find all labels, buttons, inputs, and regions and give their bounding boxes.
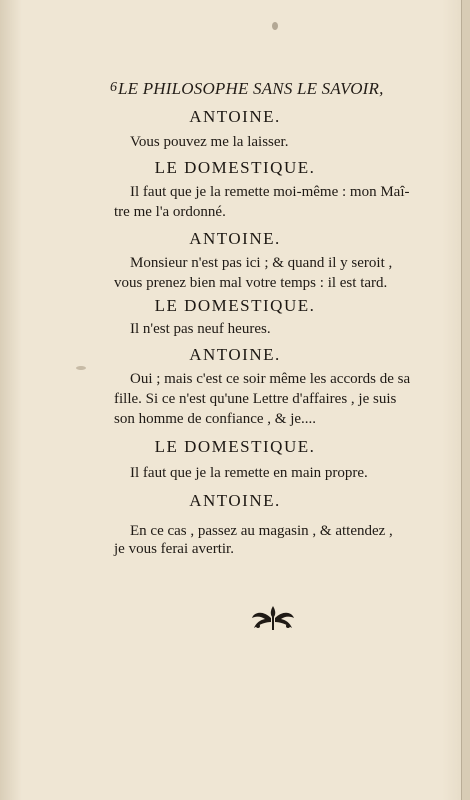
dialogue-line: Il n'est pas neuf heures. [130,321,271,337]
dialogue-line: Vous pouvez me la laisser. [130,134,289,150]
speaker-heading: ANTOINE. [189,491,281,510]
speaker-heading: LE DOMESTIQUE. [154,158,316,177]
dialogue-line: Il faut que je la remette moi-même : mon Maî- [130,184,410,200]
floral-ornament-icon [248,602,298,632]
paper-stain [76,366,86,370]
speaker-heading: LE DOMESTIQUE. [154,296,316,315]
dialogue-line: je vous ferai avertir. [114,541,234,557]
dialogue-line: En ce cas , passez au magasin , & attendez , [130,523,393,539]
dialogue-line: fille. Si ce n'est qu'une Lettre d'affaires , je suis [114,391,397,407]
dialogue-line: vous prenez bien mal votre temps : il est tard. [114,275,388,291]
dialogue-line: Monsieur n'est pas ici ; & quand il y seroit , [130,255,393,271]
dialogue-line: tre me l'a ordonné. [114,204,226,220]
speaker-heading: ANTOINE. [189,107,281,126]
page-number: 6 [110,80,117,95]
running-head: LE PHILOSOPHE SANS LE SAVOIR, [118,79,384,98]
dialogue-line: Il faut que je la remette en main propre. [130,465,368,481]
paper-stain [272,22,278,30]
dialogue-line: Oui ; mais c'est ce soir même les accords de sa [130,371,411,387]
speaker-heading: ANTOINE. [189,345,281,364]
speaker-heading: LE DOMESTIQUE. [154,437,316,456]
dialogue-line: son homme de confiance , & je.... [114,411,317,427]
speaker-heading: ANTOINE. [189,229,281,248]
